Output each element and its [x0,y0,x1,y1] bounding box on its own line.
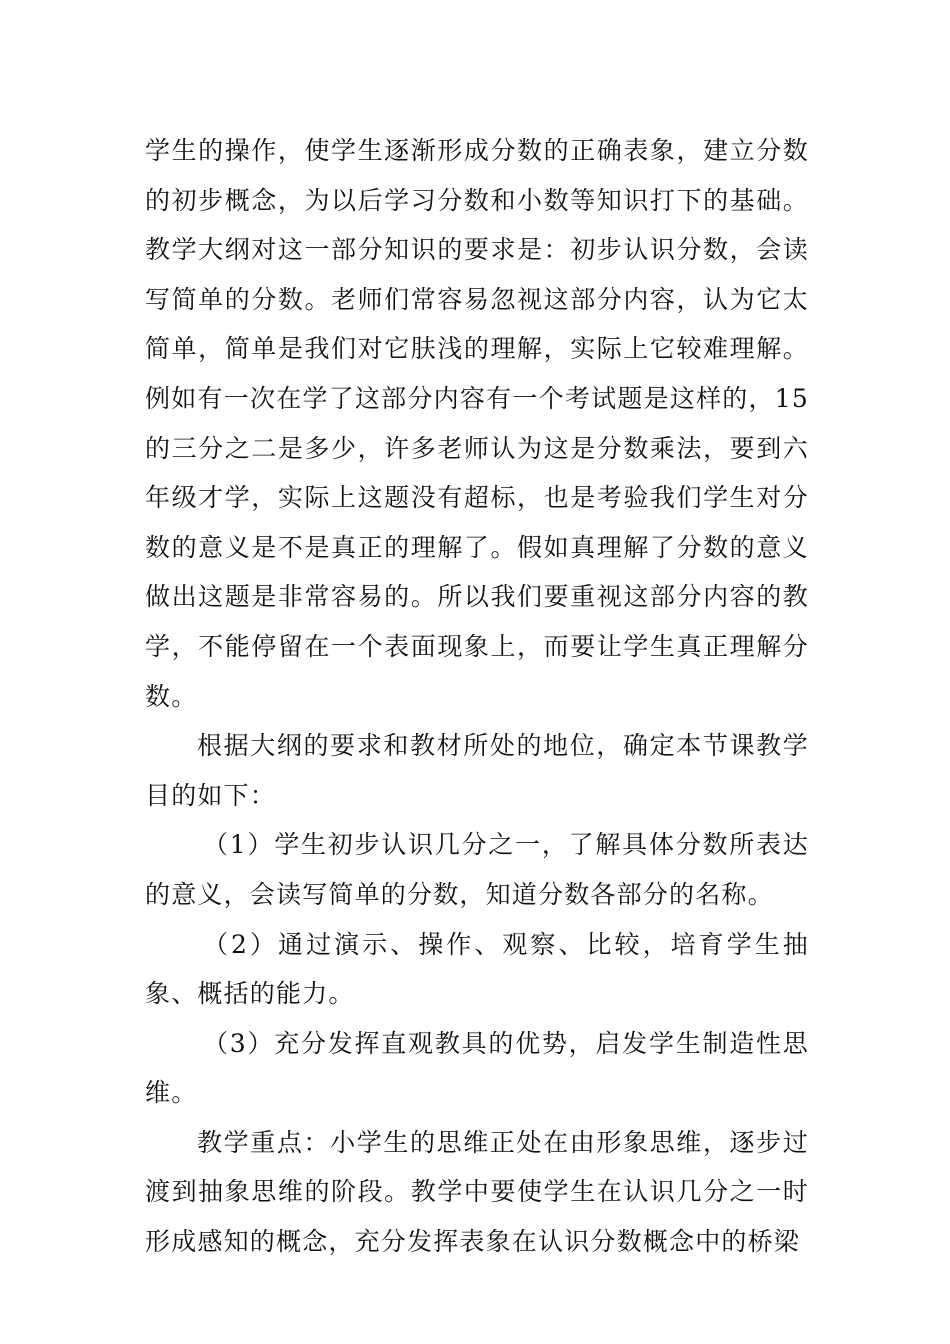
paragraph-teaching-goals-intro: 根据大纲的要求和教材所处的地位，确定本节课教学目的如下： [145,731,809,810]
paragraph-goal-3: （3）充分发挥直观教具的优势，启发学生制造性思维。 [145,1028,809,1108]
paragraph-goal-2: （2）通过演示、操作、观察、比较，培育学生抽象、概括的能力。 [145,929,809,1009]
paragraph-goal-1: （1）学生初步认识几分之一，了解具体分数所表达的意义，会读写简单的分数，知道分数各部分的名称。 [145,830,809,909]
paragraph-teaching-focus: 教学重点：小学生的思维正处在由形象思维，逐步过渡到抽象思维的阶段。教学中要使学生在认识几分之一时形成感知的概念，充分发挥表象在认识分数概念中的桥梁 [145,1127,809,1257]
paragraph-continuation: 学生的操作，使学生逐渐形成分数的正确表象，建立分数的初步概念，为以后学习分数和小数等知识打下的基础。教学大纲对这一部分知识的要求是：初步认识分数，会读写简单的分数。老师们常容易忽视这部分内容，认为它太简单，简单是我们对它肤浅的理解，实际上它较难理解。例如有一次在学了这部分内容有一个考试题是这样的，15的三分之二是多少，许多老师认为这是分数乘法，要到六年级才学，实际上这题没有超标，也是考验我们学生对分数的意义是不是真正的理解了。假如真理解了分数的意义做出这题是非常容易的。所以我们要重视这部分内容的教学，不能停留在一个表面现象上，而要让学生真正理解分数。 [145,136,809,711]
document-body [145,126,809,1267]
